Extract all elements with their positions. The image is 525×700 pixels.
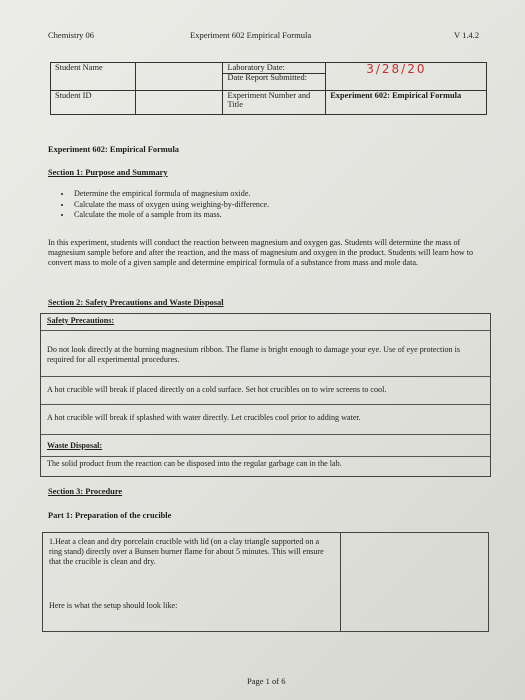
objective-item: • Calculate the mole of a sample from its mass. <box>72 210 269 221</box>
course-label: Chemistry 06 <box>48 30 95 40</box>
student-id-value[interactable] <box>135 91 223 115</box>
date-labels-cell <box>223 63 326 91</box>
student-info-table <box>50 62 487 115</box>
experiment-label: Experiment Number and Title <box>223 91 326 115</box>
procedure-table <box>42 532 489 632</box>
header-title: Experiment 602 Empirical Formula <box>190 30 312 40</box>
column-divider <box>340 533 341 631</box>
lab-date-label: Laboratory Date: <box>227 63 285 72</box>
objective-item: • Calculate the mass of oxygen using weighing-by-difference. <box>72 200 269 211</box>
part1-heading: Part 1: Preparation of the crucible <box>48 511 172 520</box>
safety-item: A hot crucible will break if placed directly on a cold surface. Set hot crucibles on to wire screens to cool. <box>47 385 387 394</box>
objectives-list <box>52 189 269 221</box>
document-title: Experiment 602: Empirical Formula <box>48 145 179 154</box>
safety-heading: Safety Precautions: <box>47 316 115 325</box>
waste-text: The solid product from the reaction can be disposed into the regular garbage can in the lab. <box>47 459 342 468</box>
safety-item-row <box>41 376 490 405</box>
safety-box <box>40 313 491 477</box>
section3-heading: Section 3: Procedure <box>48 487 123 496</box>
student-name-label: Student Name <box>51 63 136 91</box>
waste-heading-row <box>41 434 490 457</box>
section1-heading: Section 1: Purpose and Summary <box>48 168 168 177</box>
waste-heading: Waste Disposal: <box>47 441 103 450</box>
safety-heading-row <box>41 314 490 331</box>
version-label: V 1.4.2 <box>454 30 480 40</box>
safety-item-row <box>41 330 490 377</box>
safety-item: A hot crucible will break if splashed with water directly. Let crucibles cool prior to adding water. <box>47 413 361 422</box>
summary-paragraph: In this experiment, students will conduct the reaction between magnesium and oxygen gas. Students will determine the mass of magnesium sample before and after the reaction, and the mass of magnesium and oxygen in the product. Students will learn how to convert mass to mole of a given sample and determine empirical formula of a substance from mass and mole data. <box>48 238 474 268</box>
safety-item-row <box>41 404 490 435</box>
student-id-label: Student ID <box>51 91 136 115</box>
procedure-step: 1.Heat a clean and dry porcelain crucible with lid (on a clay triangle supported on a ring stand) directly over a Bunsen burner flame for about 5 minutes. This will ensure that the crucible is clean and dry. <box>49 537 324 567</box>
date-submitted-value[interactable]: 3/28/20 <box>326 63 487 91</box>
setup-note: Here is what the setup should look like: <box>49 601 178 610</box>
objective-item: • Determine the empirical formula of magnesium oxide. <box>72 189 269 200</box>
student-name-value[interactable] <box>135 63 223 91</box>
safety-item: Do not look directly at the burning magnesium ribbon. The flame is bright enough to damage your eye. Use of eye protection is required for all experimental procedures. <box>47 345 460 365</box>
experiment-value: Experiment 602: Empirical Formula <box>326 91 487 115</box>
page-number: Page 1 of 6 <box>247 676 286 686</box>
date-submitted-label: Date Report Submitted: <box>223 73 325 83</box>
section2-heading: Section 2: Safety Precautions and Waste Disposal <box>48 298 224 307</box>
